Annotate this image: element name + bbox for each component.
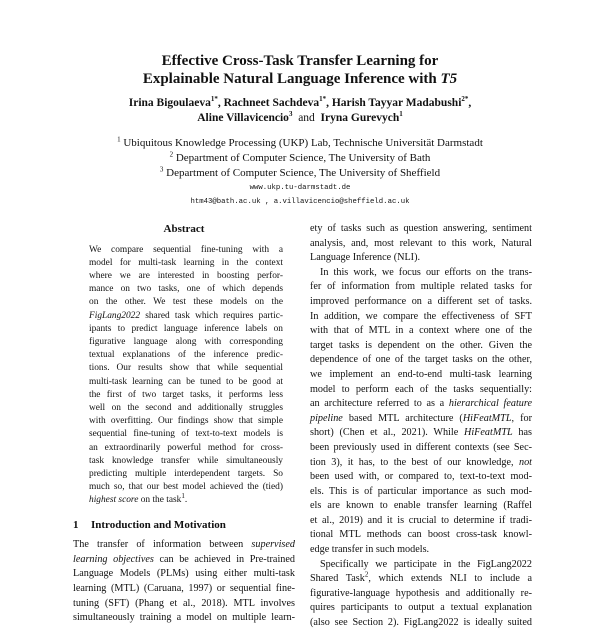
intro-line: learning (MTL) (Caruana, 1997) or sequential fine-	[73, 583, 295, 595]
abstract-line: figurative language along with corresponding	[89, 337, 283, 348]
author-and: and	[298, 112, 315, 124]
affil-mark: 2	[169, 150, 174, 159]
email-addresses[interactable]: htm43@bath.ac.uk , a.villavicencio@sheffield.ac.uk	[190, 198, 410, 206]
body-line: els are known to enable transfer learning (Raffel	[310, 500, 532, 512]
body-line: short) (Chen et al., 2021). While HiFeatMTL has	[310, 427, 532, 439]
authors-line-2	[0, 111, 600, 126]
body-line: Specifically we participate in the FigLang2022	[320, 558, 532, 570]
body-line: analysis, and, most relevant to this work, Natural	[310, 237, 532, 249]
left-column	[73, 222, 295, 626]
paper-title	[0, 52, 600, 88]
body-line: tion 3), it has, to the best of our knowledge, not	[310, 456, 532, 468]
body-line: ety of tasks such as question answering, sentiment	[310, 223, 532, 234]
author-name: Irina Bigoulaeva	[128, 97, 211, 109]
authors-line-1: Irina Bigoulaeva$^{1*}$, Rachneet Sachdeva$^{1*}$, Harish Tayyar Madabushi$^{2*}$,	[128, 95, 472, 109]
author-mark: 1*	[210, 95, 218, 104]
abstract-line: textual explanations of the inference predic-	[89, 350, 283, 361]
body-line: (also see Section 2). FigLang2022 is ideally suited	[310, 617, 532, 629]
website-url[interactable]: www.ukp.tu-darmstadt.de	[249, 184, 351, 192]
abstract-line: mance on two tasks, one of which depends	[89, 284, 283, 295]
title-line-1: Effective Cross-Task Transfer Learning for	[161, 53, 439, 69]
abstract-line: the first of two target tasks, it performs less	[89, 389, 283, 400]
abstract-line: multi-task learning can be tuned to be good at	[89, 376, 283, 387]
author-name: Rachneet Sachdeva	[223, 97, 320, 109]
affil-text: Department of Computer Science, The University of Sheffield	[166, 167, 441, 179]
abstract-heading: Abstract	[163, 223, 205, 235]
abstract-line: much so, that our best model achieved the (tied)	[89, 482, 283, 493]
abstract-body	[89, 244, 283, 508]
abstract-line: on the other. We test these models on the	[89, 297, 283, 308]
affil-mark: 1	[117, 135, 121, 144]
body-line: with that of MTL in a context where one of the	[310, 325, 532, 337]
title-line-2: Explainable Natural Language Inference with T5	[142, 71, 458, 87]
author-name: Iryna Gurevych	[320, 112, 400, 124]
abstract-line: sequential fine-tuning of text-to-text models is	[89, 429, 283, 440]
abstract-line: FigLang2022 shared task which requires partic-	[89, 310, 283, 321]
intro-line: learning objectives can be achieved in Pre-trained	[73, 553, 295, 565]
abstract-line: predicting multiple interdependent targets. So	[89, 469, 283, 480]
body-line: dependence of one of the target tasks on the other,	[310, 354, 532, 366]
abstract-line: highest score on the task$^1$.	[89, 492, 188, 506]
author-mark: 3	[288, 110, 293, 119]
intro-line: The transfer of information between supervised	[73, 539, 295, 551]
body-line: been previously used in different contexts (see Sec-	[310, 441, 532, 453]
body-line: we implement an end-to-end multi-task learning	[310, 368, 532, 380]
abstract-line: with overfitting. Our findings show that simple	[89, 416, 283, 427]
affiliation-2	[0, 151, 600, 166]
affiliations	[0, 136, 600, 181]
body-line: improved performance on a different set of tasks.	[310, 295, 532, 307]
section-heading	[73, 518, 295, 533]
abstract-line: We compare sequential fine-tuning with a	[89, 244, 283, 255]
abstract-line: tions. Our results show that while sequential	[89, 363, 283, 374]
affiliation-3	[0, 166, 600, 181]
abstract-line: well on the second and additionally struggles	[89, 403, 283, 414]
abstract-line: ipants to predict language inference labels on	[89, 323, 283, 334]
body-line: els. This is of particular importance as such mod-	[310, 485, 532, 497]
intro-line: tuning (SFT) (Phang et al., 2018). MTL involves	[73, 597, 295, 609]
abstract-line: task knowledge transfer while simultaneously	[89, 455, 283, 466]
intro-line: simultaneously training a model on multiple learn-	[73, 612, 295, 624]
body-line: tional MTL methods can boost cross-task knowl-	[310, 529, 532, 541]
body-line: Shared Task$^2$, which extends NLI to include a	[310, 570, 533, 585]
body-line: In this work, we focus our efforts on the trans-	[320, 266, 532, 278]
body-line: target tasks is dependent on the other. Given the	[310, 339, 532, 351]
body-line: Language Inference (NLI).	[310, 252, 421, 264]
body-line: an architecture referred to as a hierarchical feature	[310, 398, 532, 410]
body-line: In addition, we compare the effectiveness of SFT	[310, 310, 532, 322]
author-list	[0, 96, 600, 126]
abstract-line: an extraordinarily powerful method for cross-	[89, 442, 283, 453]
author-name: Harish Tayyar Madabushi	[331, 97, 462, 109]
right-column	[310, 222, 532, 631]
right-column-text	[310, 222, 532, 631]
affil-text: Department of Computer Science, The University of Bath	[175, 152, 431, 164]
section-number: 1	[73, 518, 79, 531]
body-line: fer of information from multiple related tasks for	[310, 281, 532, 293]
contact-emails	[0, 181, 600, 209]
affil-mark: 3	[159, 165, 164, 174]
body-line: quires participants to output a textual explanation	[310, 602, 532, 614]
body-line: been used with, or compared to, text-to-text mod-	[310, 471, 532, 483]
affil-text: Ubiquitous Knowledge Processing (UKP) Lab, Technische Universität Darmstadt	[123, 137, 483, 149]
author-mark: 2*	[461, 95, 469, 104]
author-mark: 1	[399, 110, 403, 119]
author-name: Aline Villavicencio	[197, 112, 289, 124]
abstract-line: where we are interested in boosting perfor-	[89, 271, 283, 281]
section-title: Introduction and Motivation	[91, 518, 226, 531]
intro-paragraph	[73, 538, 295, 626]
intro-line: Language Models (PLMs) using either multi-task	[73, 568, 295, 580]
affiliation-1	[0, 136, 600, 151]
body-line: edge transfer in such models.	[310, 544, 430, 556]
body-line: et al., 2019) and it is crucial to determine if tradi-	[310, 514, 532, 526]
body-line: pipeline based MTL architecture (HiFeatMTL, for	[310, 412, 532, 424]
abstract-line: model for multi-task learning in the context	[89, 257, 283, 268]
author-mark: 1*	[319, 95, 327, 104]
body-line: model to perform each of the tasks sequentially:	[310, 383, 532, 395]
body-line: figurative-language hypothesis and additionally re-	[310, 587, 532, 599]
